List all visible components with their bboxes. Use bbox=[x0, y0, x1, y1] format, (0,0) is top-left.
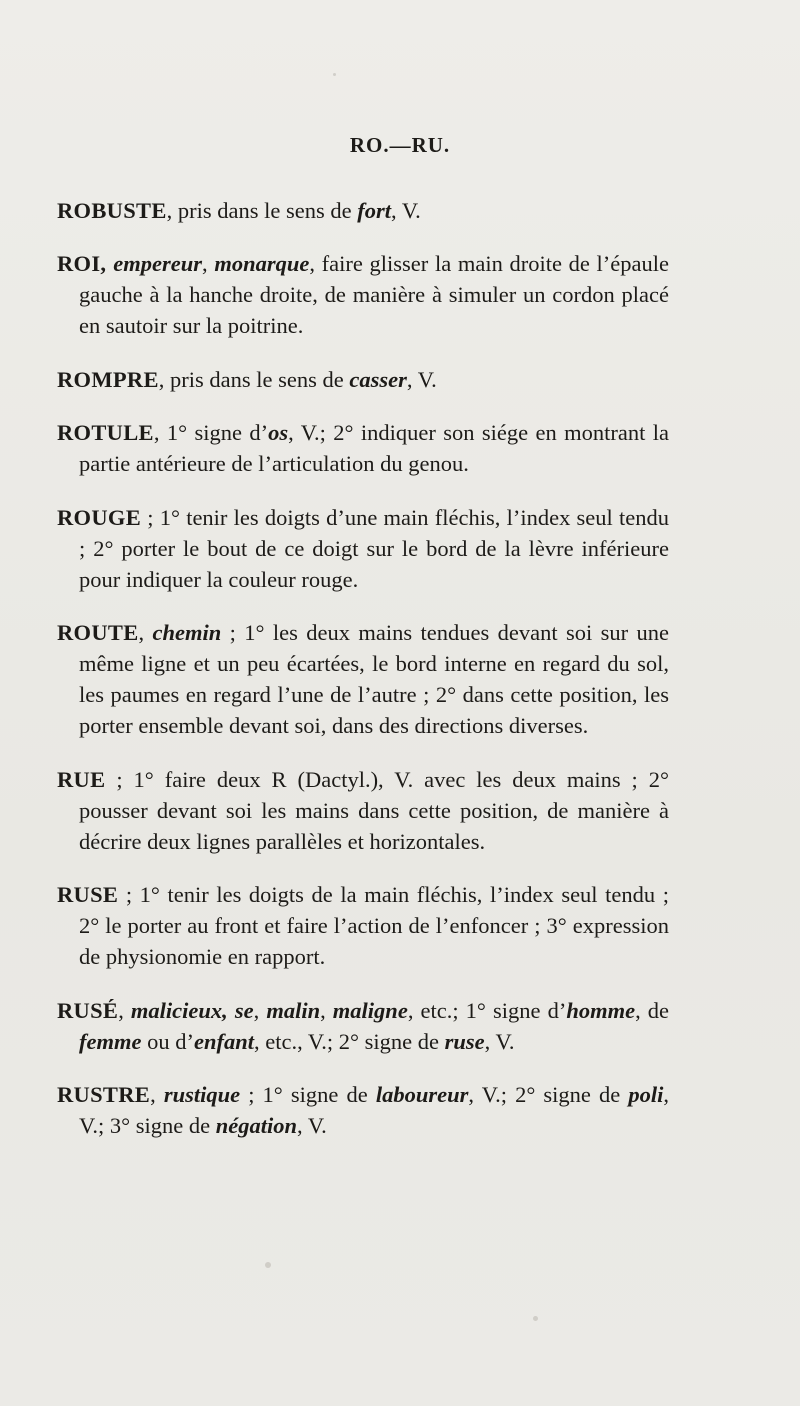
definition-text: ou d’ bbox=[141, 1028, 194, 1054]
definition-text: , V.; 2° signe de bbox=[468, 1082, 629, 1107]
definition-text: , V.; 3° signe de bbox=[79, 1082, 670, 1138]
definition-text: , pris dans le sens de bbox=[166, 197, 358, 223]
headword: ROUGE bbox=[57, 504, 142, 530]
definition-text: , bbox=[118, 997, 131, 1023]
headword: RUSTRE bbox=[57, 1082, 151, 1107]
keyword: poli bbox=[628, 1082, 664, 1107]
headword: ROMPRE bbox=[57, 366, 159, 392]
paper-speck bbox=[333, 73, 336, 76]
definition-text: , de bbox=[635, 997, 670, 1023]
entry-rue bbox=[57, 764, 669, 857]
definition-text: , V.; 2° indiquer son siége en montrant la partie antérieure de l’articulation du genou. bbox=[79, 420, 669, 476]
definition-text: , 1° signe d’ bbox=[153, 420, 269, 445]
definition-text: , V. bbox=[406, 366, 437, 392]
definition-text: , bbox=[150, 1082, 164, 1107]
definition-text: , etc., V.; 2° signe de bbox=[253, 1028, 445, 1054]
definition-text: ; 1° tenir les doigts d’une main fléchis, l’index seul tendu ; 2° porter le bout de ce doigt sur le bord de la lèvre inférieure pour indiquer la couleur rouge. bbox=[79, 504, 669, 592]
definition-text: ; 1° signe de bbox=[240, 1082, 376, 1107]
definition-text: , faire glisser la main droite de l’épaule gauche à la hanche droite, de manière à simuler un cordon placé en sautoir sur la poitrine. bbox=[79, 251, 669, 338]
entry-rompre bbox=[57, 364, 669, 395]
entry-route bbox=[57, 617, 669, 741]
headword: ROTULE bbox=[57, 420, 154, 445]
definition-text: , bbox=[320, 997, 333, 1023]
keyword: empereur bbox=[113, 251, 203, 276]
keyword: monarque bbox=[214, 251, 310, 276]
keyword: femme bbox=[79, 1028, 142, 1054]
definition-text: ; 1° tenir les doigts de la main fléchis, l’index seul tendu ; 2° le porter au front et faire l’action de l’enfoncer ; 3° expression de physionomie en rapport. bbox=[79, 882, 669, 969]
definition-text: , pris dans le sens de bbox=[158, 366, 350, 392]
headword: ROI, bbox=[57, 251, 114, 276]
headword: ROBUSTE bbox=[57, 197, 167, 223]
definition-text: , etc.; 1° signe d’ bbox=[407, 997, 567, 1023]
keyword: malin bbox=[266, 997, 321, 1023]
headword: RUSE bbox=[57, 882, 119, 907]
keyword: casser bbox=[349, 366, 407, 392]
keyword: rustique bbox=[163, 1082, 241, 1107]
headword: RUE bbox=[57, 766, 106, 792]
keyword: fort bbox=[357, 197, 391, 223]
entry-ruse-adj bbox=[57, 995, 669, 1057]
entry-rouge bbox=[57, 502, 669, 595]
headword: ROUTE bbox=[57, 620, 139, 645]
keyword: enfant bbox=[193, 1028, 254, 1054]
entry-rotule bbox=[57, 417, 669, 479]
definition-text: ; 1° faire deux R (Dactyl.), V. avec les deux mains ; 2° pousser devant soi les mains dans cette position, de manière à décrire deux lignes parallèles et horizontales. bbox=[79, 766, 669, 854]
entry-roi bbox=[57, 248, 669, 341]
keyword: chemin bbox=[152, 620, 222, 645]
keyword: malicieux, se bbox=[130, 997, 254, 1023]
definition-text: , bbox=[202, 251, 215, 276]
keyword: homme bbox=[566, 997, 636, 1023]
keyword: os bbox=[268, 420, 289, 445]
paper-speck bbox=[533, 1316, 538, 1321]
headword: RUSÉ bbox=[57, 997, 119, 1023]
definition-text: , bbox=[138, 620, 153, 645]
definition-text: , V. bbox=[484, 1028, 515, 1054]
entry-rustre bbox=[57, 1079, 669, 1141]
keyword: négation bbox=[215, 1113, 297, 1138]
paper-speck bbox=[265, 1262, 271, 1268]
dictionary-entries bbox=[57, 172, 669, 1153]
keyword: laboureur bbox=[375, 1082, 469, 1107]
keyword: maligne bbox=[332, 997, 408, 1023]
definition-text: , V. bbox=[390, 197, 421, 223]
entry-ruse bbox=[57, 879, 669, 972]
definition-text: ; 1° les deux mains tendues devant soi sur une même ligne et un peu écartées, le bord interne en regard du sol, les paumes en regard l’une de l’autre ; 2° dans cette position, les porter ensemble devant soi, dans des directions diverses. bbox=[79, 620, 669, 738]
definition-text: , bbox=[253, 997, 267, 1023]
entry-robuste bbox=[57, 195, 669, 226]
keyword: ruse bbox=[444, 1028, 485, 1054]
running-head: RO.—RU. bbox=[349, 133, 451, 157]
definition-text: , V. bbox=[296, 1113, 327, 1138]
